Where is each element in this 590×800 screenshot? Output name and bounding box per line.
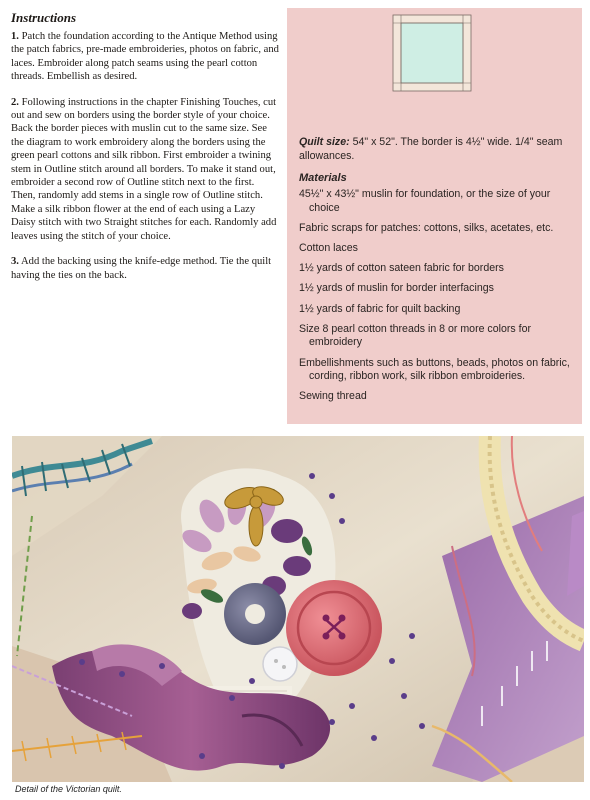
material-item: 1½ yards of fabric for quilt backing: [299, 302, 461, 315]
material-item: 1½ yards of muslin for border interfacings: [299, 282, 494, 295]
step-text: Patch the foundation according to the Antique Method using the patch fabrics, pre-made embroideries, photos on fabric, and laces. Embroider along patch seams using the pearl cotton threads. Embellish as desired.: [11, 31, 279, 83]
material-item: 1½ yards of cotton sateen fabric for borders: [299, 262, 504, 275]
step-number: 3.: [11, 256, 19, 268]
step-number: 1.: [11, 31, 19, 42]
quilt-detail-photo: [12, 436, 584, 782]
quilt-photo-illustration: [12, 436, 584, 782]
step-number: 2.: [11, 96, 19, 108]
instructions-column: [11, 10, 281, 294]
material-item: Embellishments such as buttons, beads, photos on fabric, cording, ribbon work, silk ribbon embroideries.: [299, 356, 570, 383]
step-text: Add the backing using the knife-edge method. Tie the quilt having the ties on the back.: [11, 256, 272, 281]
materials-heading: Materials: [299, 172, 347, 184]
material-item: 45½" x 43½" muslin for foundation, or the size of your choice: [299, 188, 551, 214]
quilt-size-text: 54" x 52". The border is 4½" wide. 1/4" seam allowances.: [299, 136, 563, 162]
instruction-step-2: [11, 96, 281, 243]
materials-panel: [287, 8, 582, 424]
instruction-step-3: [11, 255, 281, 282]
photo-caption: Detail of the Victorian quilt.: [15, 784, 122, 794]
quilt-size-label: Quilt size:: [299, 136, 350, 148]
materials-list: [299, 188, 577, 410]
material-item: Fabric scraps for patches: cottons, silks, acetates, etc.: [299, 221, 554, 234]
step-text: Following instructions in the chapter Finishing Touches, cut out and sew on borders using the border style of your choice. Back the border pieces with muslin cut to the same size. See the diagram to work embroidery along the borders using the green pearl cottons and silk ribbon. First embroider a twining stem in Outline stitch around all borders. To make it stand out, embroider a second row of Outline stitch next to the first. Then, randomly add stems in a single row of Outline stitch. Make a silk ribbon flower at the end of each using a Lazy Daisy stitch with two Straight stitches for each. Randomly add leaves using the stitch of your choice.: [11, 96, 277, 242]
border-diagram: [392, 14, 472, 92]
instruction-step-1: [11, 30, 281, 84]
instructions-heading: Instructions: [11, 10, 77, 25]
material-item: Size 8 pearl cotton threads in 8 or more colors for embroidery: [299, 322, 531, 349]
material-item: Sewing thread: [299, 390, 367, 403]
quilt-size: [299, 135, 577, 163]
material-item: Cotton laces: [299, 241, 358, 254]
